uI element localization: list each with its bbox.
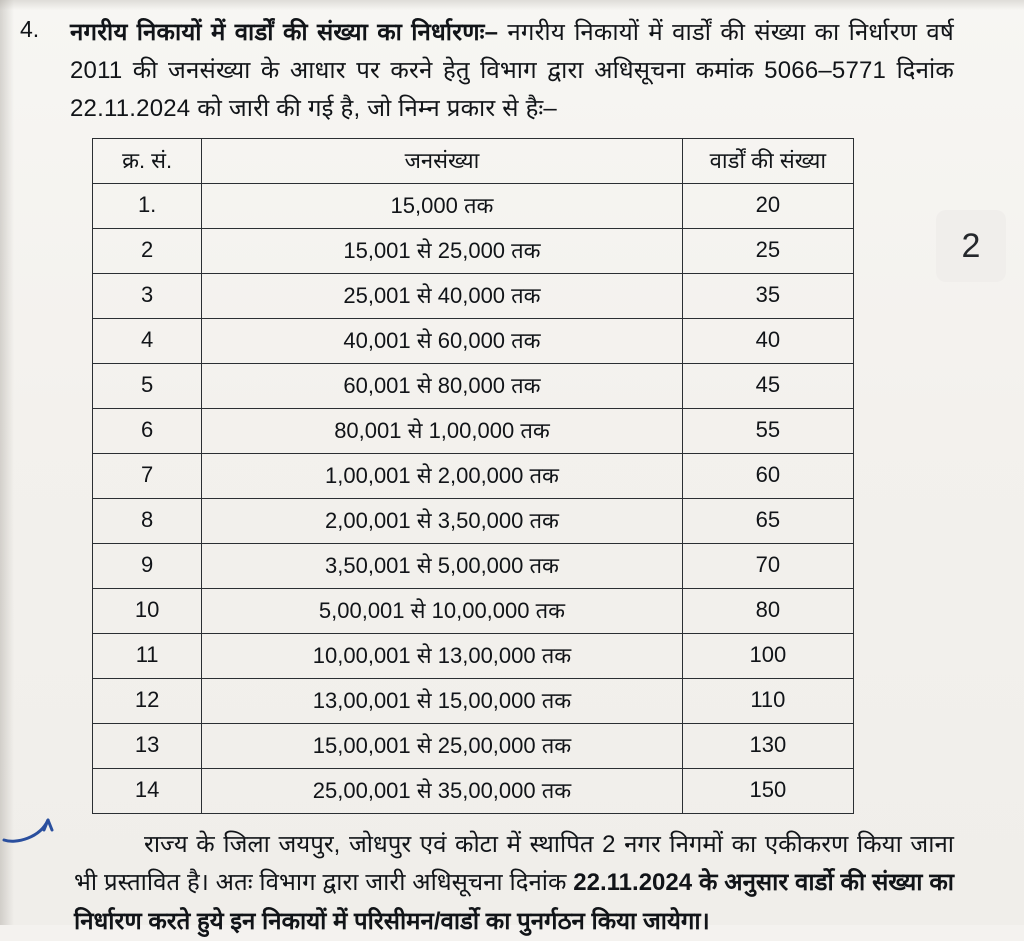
cell-population: 3,50,001 से 5,00,000 तक xyxy=(202,543,682,588)
cell-wards: 60 xyxy=(682,453,853,498)
cell-wards: 100 xyxy=(682,633,853,678)
column-header-population: जनसंख्या xyxy=(202,138,682,183)
cell-serial: 11 xyxy=(93,633,202,678)
cell-population: 25,00,001 से 35,00,000 तक xyxy=(202,768,682,813)
cell-serial: 7 xyxy=(93,453,202,498)
cell-population: 15,00,001 से 25,00,000 तक xyxy=(202,723,682,768)
cell-serial: 14 xyxy=(93,768,202,813)
cell-wards: 35 xyxy=(682,273,853,318)
table-row xyxy=(93,723,854,768)
cell-wards: 65 xyxy=(682,498,853,543)
cell-population: 15,000 तक xyxy=(202,183,682,228)
clause-block xyxy=(0,0,1024,128)
cell-population: 80,001 से 1,00,000 तक xyxy=(202,408,682,453)
clause-heading: नगरीय निकायों में वार्डों की संख्या का निर्धारणः– xyxy=(70,19,499,46)
closing-text-normal: राज्य के जिला जयपुर, जोधपुर एवं कोटा में स्थापित 2 नगर निगमों का एकीकरण किया जाना भी प्रस्तावित है। अतः विभाग द्वारा जारी अधिसूचना दिनांक xyxy=(74,830,954,897)
clause-paragraph xyxy=(70,14,954,128)
cell-wards: 55 xyxy=(682,408,853,453)
cell-wards: 150 xyxy=(682,768,853,813)
cell-population: 40,001 से 60,000 तक xyxy=(202,318,682,363)
table-row xyxy=(93,273,854,318)
table-row xyxy=(93,678,854,723)
cell-population: 13,00,001 से 15,00,000 तक xyxy=(202,678,682,723)
table-row xyxy=(93,363,854,408)
table-row xyxy=(93,228,854,273)
table-row xyxy=(93,318,854,363)
cell-serial: 10 xyxy=(93,588,202,633)
cell-serial: 12 xyxy=(93,678,202,723)
table-header-row xyxy=(93,138,854,183)
cell-serial: 13 xyxy=(93,723,202,768)
closing-paragraph xyxy=(0,814,1024,941)
clause-intro-text: नगरीय निकायों में वार्डों की संख्या का निर्धारण वर्ष 2011 की जनसंख्या के आधार पर करने हेतु विभाग द्वारा अधिसूचना कमांक 5066–5771 दिनांक 22.11.2024 को जारी की गई है, जो निम्न प्रकार से हैः– xyxy=(70,19,954,122)
cell-wards: 20 xyxy=(682,183,853,228)
cell-population: 5,00,001 से 10,00,000 तक xyxy=(202,588,682,633)
cell-wards: 40 xyxy=(682,318,853,363)
cell-serial: 9 xyxy=(93,543,202,588)
cell-wards: 25 xyxy=(682,228,853,273)
table-row xyxy=(93,453,854,498)
cell-wards: 130 xyxy=(682,723,853,768)
cell-serial: 2 xyxy=(93,228,202,273)
cell-serial: 5 xyxy=(93,363,202,408)
table-row xyxy=(93,588,854,633)
closing-text-bold: 22.11.2024 के अनुसार वार्डो की संख्या का निर्धारण करते हुये इन निकायों में परिसीमन/वार्डो का पुनर्गठन किया जायेगा। xyxy=(74,869,954,935)
ward-determination-table xyxy=(92,138,854,814)
cell-wards: 45 xyxy=(682,363,853,408)
table-row xyxy=(93,498,854,543)
table-row xyxy=(93,183,854,228)
table-row xyxy=(93,768,854,813)
table-row xyxy=(93,408,854,453)
table-row xyxy=(93,543,854,588)
cell-serial: 4 xyxy=(93,318,202,363)
cell-wards: 80 xyxy=(682,588,853,633)
table-row xyxy=(93,633,854,678)
cell-population: 10,00,001 से 13,00,000 तक xyxy=(202,633,682,678)
cell-wards: 70 xyxy=(682,543,853,588)
cell-population: 1,00,001 से 2,00,000 तक xyxy=(202,453,682,498)
cell-population: 60,001 से 80,000 तक xyxy=(202,363,682,408)
cell-serial: 3 xyxy=(93,273,202,318)
page-number: 2 xyxy=(936,210,1006,282)
cell-wards: 110 xyxy=(682,678,853,723)
cell-serial: 8 xyxy=(93,498,202,543)
clause-number: 4. xyxy=(20,16,40,42)
column-header-wards: वार्डों की संख्या xyxy=(682,138,853,183)
cell-population: 25,001 से 40,000 तक xyxy=(202,273,682,318)
cell-serial: 1. xyxy=(93,183,202,228)
cell-population: 2,00,001 से 3,50,000 तक xyxy=(202,498,682,543)
cell-population: 15,001 से 25,000 तक xyxy=(202,228,682,273)
cell-serial: 6 xyxy=(93,408,202,453)
column-header-serial: क्र. सं. xyxy=(93,138,202,183)
